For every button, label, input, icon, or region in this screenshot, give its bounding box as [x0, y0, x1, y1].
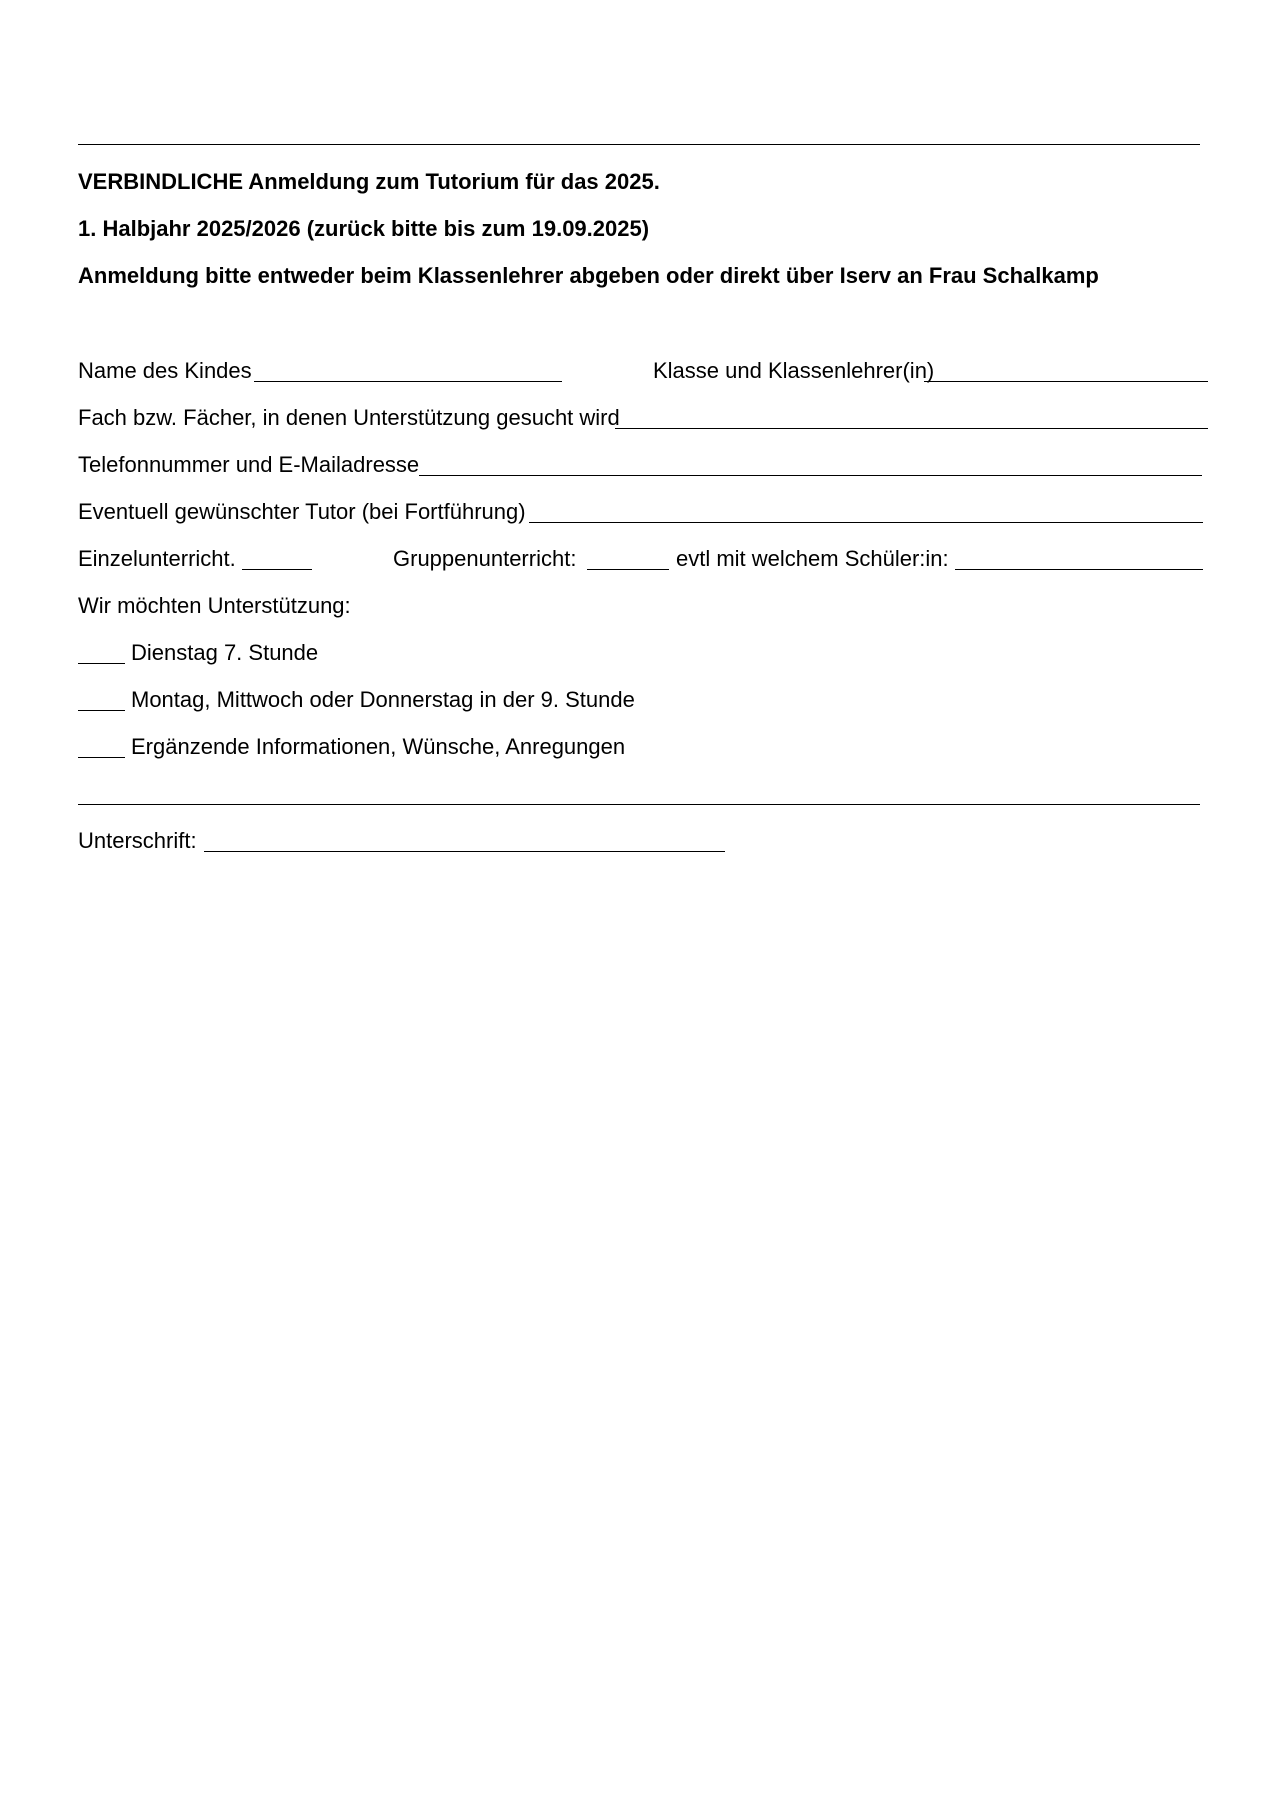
option-2: Montag, Mittwoch oder Donnerstag in der 9. Stunde: [131, 687, 635, 712]
remarks-field[interactable]: [78, 804, 1200, 805]
instruction-text: Anmeldung bitte entweder beim Klassenlehrer abgeben oder direkt über Iserv an Frau Schalkamp: [78, 263, 1099, 288]
tutor-label: Eventuell gewünschter Tutor (bei Fortführung): [78, 499, 526, 524]
contact-label: Telefonnummer und E-Mailadresse: [78, 452, 420, 477]
with-student-field[interactable]: [955, 569, 1203, 570]
option-blank-3[interactable]: [78, 757, 125, 758]
group-field[interactable]: [587, 569, 669, 570]
individual-field[interactable]: [242, 569, 312, 570]
with-student-label: evtl mit welchem Schüler:in:: [676, 546, 949, 571]
option-3: Ergänzende Informationen, Wünsche, Anregungen: [131, 734, 626, 759]
option-blank-2[interactable]: [78, 710, 125, 711]
class-teacher-field[interactable]: [924, 381, 1208, 382]
form-title: VERBINDLICHE Anmeldung zum Tutorium für das 2025.: [78, 169, 660, 194]
class-teacher-label: Klasse und Klassenlehrer(in): [653, 358, 935, 383]
signature-field[interactable]: [204, 851, 725, 852]
option-blank-1[interactable]: [78, 663, 125, 664]
child-name-label: Name des Kindes: [78, 358, 252, 383]
individual-label: Einzelunterricht.: [78, 546, 236, 571]
option-1: Dienstag 7. Stunde: [131, 640, 319, 665]
subjects-field[interactable]: [615, 428, 1208, 429]
group-label: Gruppenunterricht:: [393, 546, 577, 571]
subjects-label: Fach bzw. Fächer, in denen Unterstützung gesucht wird: [78, 405, 620, 430]
top-divider: [78, 144, 1200, 145]
contact-field[interactable]: [419, 475, 1202, 476]
support-heading: Wir möchten Unterstützung:: [78, 593, 351, 618]
tutor-field[interactable]: [529, 522, 1203, 523]
period-text: 1. Halbjahr 2025/2026 (zurück bitte bis zum 19.09.2025): [78, 216, 650, 241]
child-name-field[interactable]: [254, 381, 562, 382]
signature-label: Unterschrift:: [78, 828, 197, 853]
